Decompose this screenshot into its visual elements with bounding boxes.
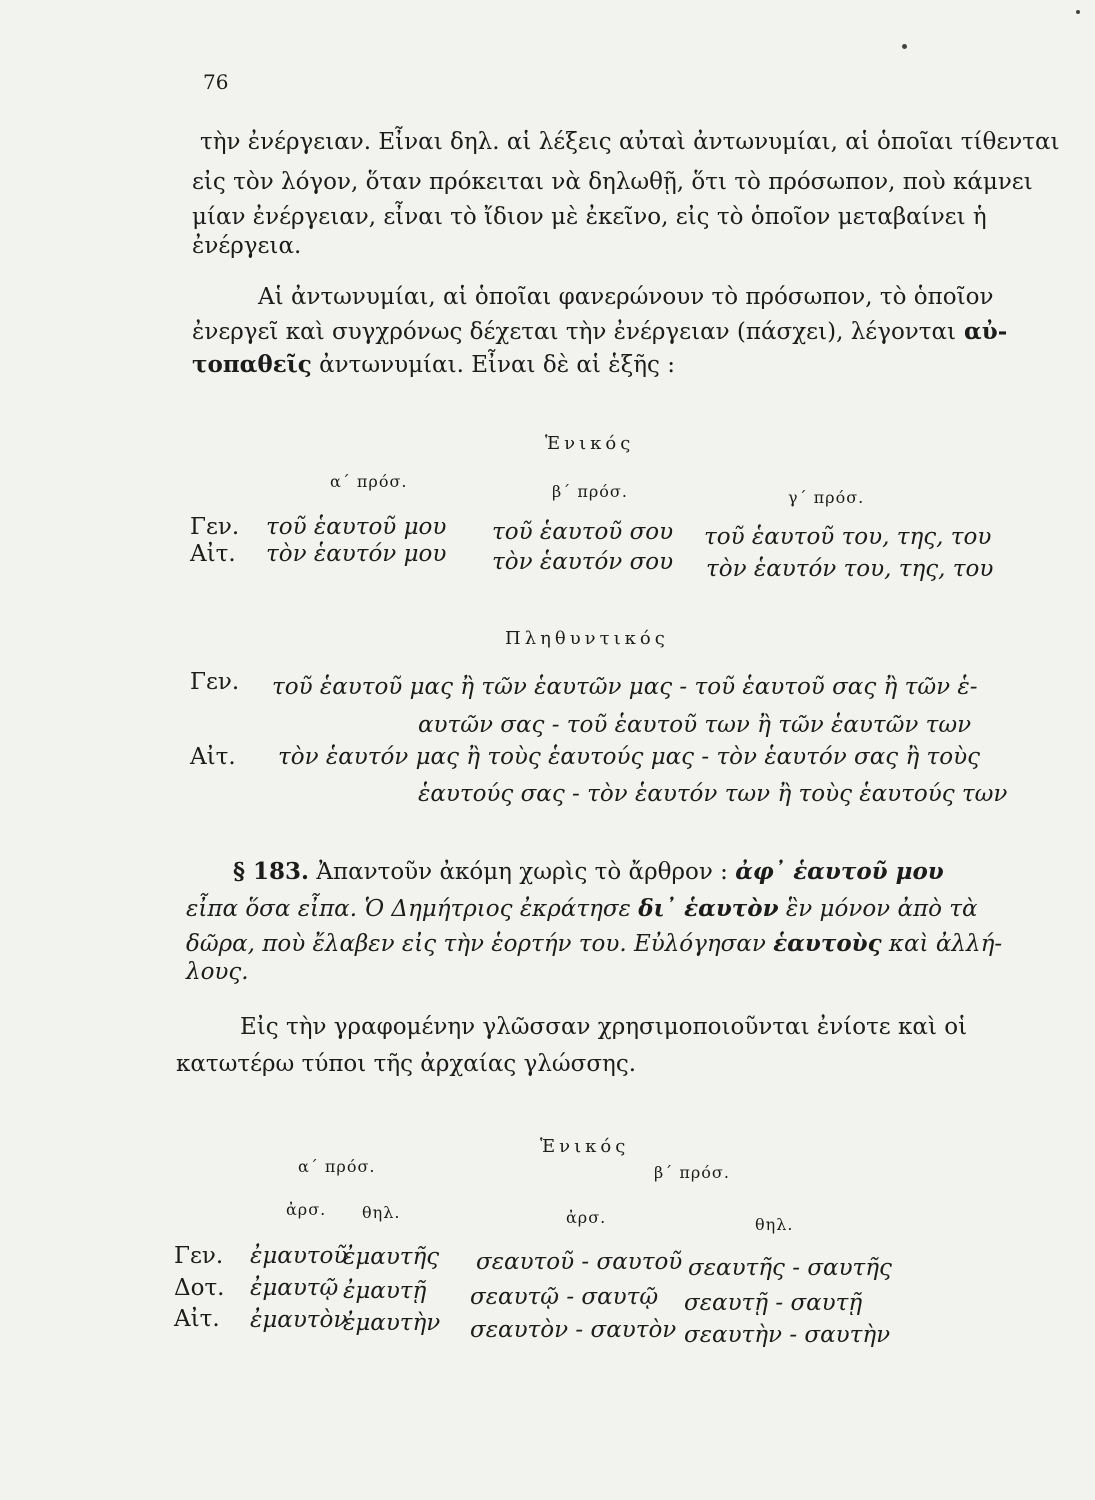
para2-line-1: Αἱ ἀντωνυμίαι, αἱ ὁποῖαι φανερώνουν τὸ πρόσωπον, τὸ ὁποῖον bbox=[258, 284, 994, 310]
table3-person-header-1: α΄ πρόσ. bbox=[298, 1157, 376, 1176]
table3-row3-f1: ἐμαυτὴν bbox=[343, 1310, 441, 1336]
table3-row1-f1: ἐμαυτῆς bbox=[343, 1244, 440, 1270]
table3-row1-case: Γεν. bbox=[174, 1243, 224, 1269]
table3-person-header-2: β΄ πρόσ. bbox=[654, 1163, 730, 1182]
table2-acc-line-1: τὸν ἑαυτόν μας ἢ τοὺς ἑαυτούς μας - τὸν ἑαυτόν σας ἢ τοὺς bbox=[278, 744, 980, 770]
table1-row1-cell3: τοῦ ἑαυτοῦ του, της, του bbox=[704, 524, 992, 550]
table3-row2-case: Δοτ. bbox=[174, 1275, 225, 1301]
table3-heading: Ἑνικός bbox=[540, 1136, 630, 1157]
table3-gender-f2: θηλ. bbox=[755, 1215, 794, 1234]
table1-col-header-2: β΄ πρόσ. bbox=[552, 482, 628, 501]
table2-gen-line-1: τοῦ ἑαυτοῦ μας ἢ τῶν ἑαυτῶν μας - τοῦ ἑαυτοῦ σας ἢ τῶν ἑ- bbox=[272, 674, 978, 700]
table2-gen-line-2: αυτῶν σας - τοῦ ἑαυτοῦ των ἢ τῶν ἑαυτῶν των bbox=[418, 712, 972, 738]
table2-acc-line-2: ἑαυτούς σας - τὸν ἑαυτόν των ἢ τοὺς ἑαυτούς των bbox=[418, 781, 1008, 807]
table1-row1-case: Γεν. bbox=[190, 514, 240, 540]
scan-speck bbox=[1076, 10, 1080, 14]
page-number: 76 bbox=[203, 70, 229, 94]
table2-acc-case: Αἰτ. bbox=[190, 744, 236, 770]
scan-speck bbox=[902, 44, 907, 49]
table1-row2-cell3: τὸν ἑαυτόν του, της, του bbox=[706, 556, 994, 582]
para2-line-2: ἐνεργεῖ καὶ συγχρόνως δέχεται τὴν ἐνέργειαν (πάσχει), λέγονται αὐ- bbox=[192, 318, 1008, 345]
table1-col-header-1: α΄ πρόσ. bbox=[330, 472, 408, 491]
table1-row2-case: Αἰτ. bbox=[190, 541, 236, 567]
para3-line-1: Εἰς τὴν γραφομένην γλῶσσαν χρησιμοποιοῦνται ἐνίοτε καὶ οἱ bbox=[240, 1014, 968, 1040]
section-number: § 183. bbox=[233, 858, 310, 885]
table1-heading: Ἑνικός bbox=[545, 433, 635, 454]
para3-line-2: κατωτέρω τύποι τῆς ἀρχαίας γλώσσης. bbox=[176, 1051, 637, 1077]
para2-line-3: τοπαθεῖς ἀντωνυμίαι. Εἶναι δὲ αἱ ἑξῆς : bbox=[192, 351, 675, 378]
table1-col-header-3: γ΄ πρόσ. bbox=[788, 488, 865, 507]
table1-row2-cell2: τὸν ἑαυτόν σου bbox=[492, 549, 674, 575]
section183-line-2: εἶπα ὅσα εἶπα. Ὁ Δημήτριος ἐκράτησε δι᾿ ἑαυτὸν ἓν μόνον ἀπὸ τὰ bbox=[186, 895, 978, 922]
table3-row3-case: Αἰτ. bbox=[174, 1306, 220, 1332]
table3-row1-f2: σεαυτῆς - σαυτῆς bbox=[688, 1255, 892, 1281]
table1-row1-cell2: τοῦ ἑαυτοῦ σου bbox=[492, 519, 674, 545]
table3-row1-m1: ἐμαυτοῦ bbox=[250, 1243, 348, 1269]
table3-gender-m2: ἀρσ. bbox=[566, 1208, 607, 1227]
table3-gender-f1: θηλ. bbox=[362, 1203, 401, 1222]
table3-row2-m2: σεαυτῷ - σαυτῷ bbox=[470, 1284, 659, 1310]
table3-row2-f2: σεαυτῇ - σαυτῇ bbox=[684, 1290, 863, 1316]
table1-row2-cell1: τὸν ἑαυτόν μου bbox=[266, 541, 447, 567]
section183-line-4: λους. bbox=[186, 959, 249, 985]
para1-line-1: τὴν ἐνέργειαν. Εἶναι δηλ. αἱ λέξεις αὐταὶ ἀντωνυμίαι, αἱ ὁποῖαι τίθενται bbox=[200, 129, 1060, 155]
para1-line-4: ἐνέργεια. bbox=[192, 233, 302, 259]
table3-row2-f1: ἐμαυτῇ bbox=[343, 1278, 427, 1304]
table1-row1-cell1: τοῦ ἑαυτοῦ μου bbox=[266, 514, 447, 540]
table3-row3-m1: ἐμαυτὸν bbox=[250, 1307, 348, 1333]
table3-row3-m2: σεαυτὸν - σαυτὸν bbox=[470, 1317, 677, 1343]
table2-heading: Πληθυντικός bbox=[505, 628, 669, 649]
table2-gen-case: Γεν. bbox=[190, 669, 240, 695]
table3-row1-m2: σεαυτοῦ - σαυτοῦ bbox=[476, 1249, 683, 1275]
section183-line-3: δῶρα, ποὺ ἔλαβεν εἰς τὴν ἑορτήν του. Εὐλόγησαν ἑαυτοὺς καὶ ἀλλή- bbox=[186, 930, 1003, 957]
table3-gender-m1: ἀρσ. bbox=[286, 1200, 327, 1219]
para1-line-2: εἰς τὸν λόγον, ὅταν πρόκειται νὰ δηλωθῇ, ὅτι τὸ πρόσωπον, ποὺ κάμνει bbox=[192, 169, 1033, 195]
para1-line-3: μίαν ἐνέργειαν, εἶναι τὸ ἴδιον μὲ ἐκεῖνο, εἰς τὸ ὁποῖον μεταβαίνει ἡ bbox=[192, 204, 987, 230]
section183-line-1: § 183. Ἀπαντοῦν ἀκόμη χωρὶς τὸ ἄρθρον : ἀφ᾿ ἑαυτοῦ μου bbox=[233, 858, 944, 885]
table3-row3-f2: σεαυτὴν - σαυτὴν bbox=[684, 1322, 891, 1348]
table3-row2-m1: ἐμαυτῷ bbox=[250, 1275, 339, 1301]
